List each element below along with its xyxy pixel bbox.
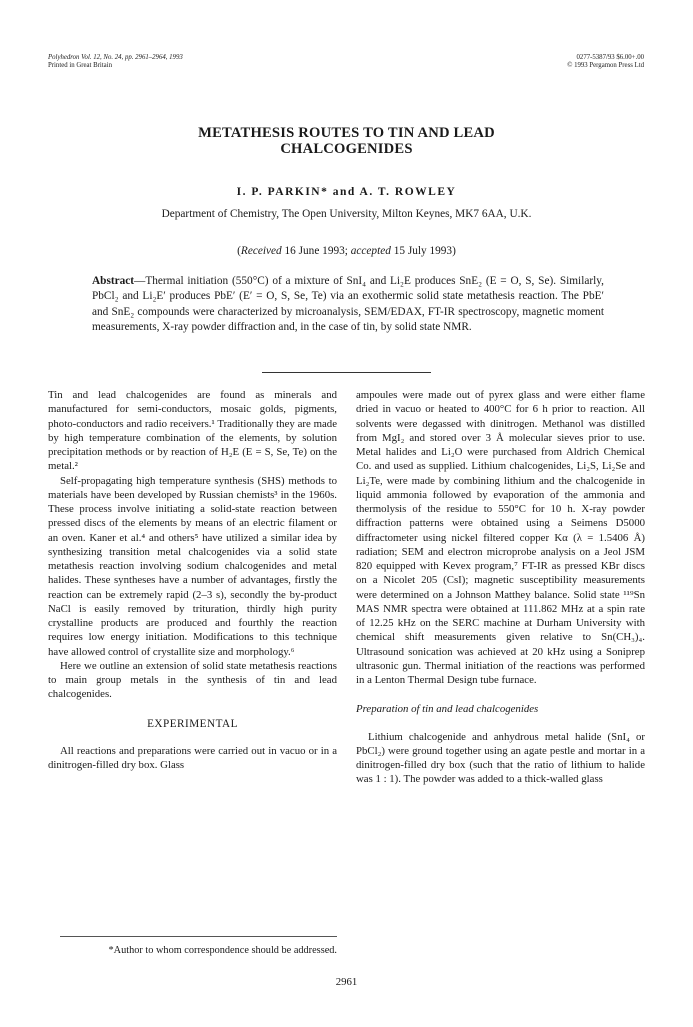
abstract-divider bbox=[262, 372, 431, 373]
accepted-label: accepted bbox=[350, 245, 391, 257]
journal-header-right bbox=[567, 54, 644, 71]
copyright: © 1993 Pergamon Press Ltd bbox=[567, 62, 644, 70]
section-heading-experimental: EXPERIMENTAL bbox=[147, 717, 238, 730]
journal-citation: Polyhedron Vol. 12, No. 24, pp. 2961–2964, 1993 bbox=[48, 54, 183, 61]
subsection-heading-preparation: Preparation of tin and lead chalcogenides bbox=[356, 703, 539, 716]
journal-header-left bbox=[48, 54, 183, 71]
intro-paragraph-3: Here we outline an extension of solid state metathesis reactions to main group metals in the synthesis of tin and lead chalcogenides. bbox=[48, 659, 337, 701]
authors: I. P. PARKIN* and A. T. ROWLEY bbox=[236, 186, 457, 198]
paper-title bbox=[0, 125, 693, 157]
left-column bbox=[48, 388, 337, 772]
intro-paragraph-2: Self-propagating high temperature synthesis (SHS) methods to materials have been developed by Russian chemists³ in the 1960s. These process involve initiating a solid-state reaction between pressed discs of the elements by means of an electric filament or an oven. Kaner et al.⁴ and others⁵ have utilized a similar idea by synthesizing transition metal chalcogenides via a solid state metathesis reaction involving sodium chalcogenides and metal halides. These syntheses have a number of advantages, firstly the reaction can be extremely rapid (2–3 s), secondly the by-product NaCl is easily removed by trituration, thirdly high purity crystalline products are produced and fourthly the reaction requires low energy initiation. Modifications to this technique have allowed control of crystallite size and morphology.⁶ bbox=[48, 474, 337, 658]
page-number: 2961 bbox=[335, 976, 358, 988]
affiliation: Department of Chemistry, The Open University, Milton Keynes, MK7 6AA, U.K. bbox=[161, 208, 532, 220]
abstract-label: Abstract bbox=[92, 275, 135, 287]
received-date: 16 June 1993 bbox=[284, 245, 345, 257]
received-dates: (Received 16 June 1993; accepted 15 July 1993) bbox=[237, 245, 456, 257]
title-line-2: CHALCOGENIDES bbox=[280, 141, 413, 157]
intro-paragraph-1: Tin and lead chalcogenides are found as minerals and manufactured for semi-conductors, mosaic golds, pigments, photo-conductors and radio receivers.¹ Traditionally they are made by high temperature combination of the elements, by solution precipitation methods or by reaction of H₂E (E = S, Se, Te) on the metal.² bbox=[48, 389, 337, 473]
footnote: *Author to whom correspondence should be addressed. bbox=[108, 945, 337, 956]
received-label: Received bbox=[240, 245, 282, 257]
issn-price: 0277-5387/93 $6.00+.00 bbox=[576, 54, 644, 61]
printed-in: Printed in Great Britain bbox=[48, 62, 112, 70]
footnote-divider bbox=[60, 936, 337, 937]
experimental-paragraph-1: All reactions and preparations were carried out in vacuo or in a dinitrogen-filled dry box. Glass bbox=[48, 744, 337, 771]
abstract bbox=[92, 274, 604, 335]
accepted-date: 15 July 1993 bbox=[393, 245, 453, 257]
experimental-paragraph-2: ampoules were made out of pyrex glass and were either flame dried in vacuo or heated to 400°C for 6 h prior to reaction. All solvents were degassed with dinitrogen. Methanol was distilled from MgI₂ and stored over 3 Å molecular sieves prior to use. Metal halides and Li₂O were purchased from Aldrich Chemical Co. and used as supplied. Lithium chalcogenides, Li₂S, Li₂Se and Li₂Te, were made by combining lithium and the chalcogenide in liquid ammonia followed by evaporation of the ammonia and thermolysis of the residue to 550°C for 10 h. X-ray powder diffraction patterns were obtained using a Seimens D5000 diffractometer using nickel filtered copper Kα (λ = 1.5406 Å) radiation; SEM and electron microprobe analysis on a Jeol JSM 820 equipped with Kevex program,⁷ FT-IR as pressed KBr discs on a Nicolet 205 (CsI); magnetic susceptibility measurements were determined on a Johnson Matthey balance. Solid state ¹¹⁹Sn MAS NMR spectra were obtained at 111.862 MHz at a spin rate of 12.25 kHz on the SERC machine at Durham University with chemical shift measurements given relative to Sn(CH₃)₄. Ultrasound sonication was achieved at 20 kHz using a Soniprep ultrasonic gun. Thermal initiation of the reactions was performed in a Lenton Thermal Design tube furnace. bbox=[356, 389, 645, 686]
title-line-1: METATHESIS ROUTES TO TIN AND LEAD bbox=[198, 125, 495, 141]
preparation-paragraph: Lithium chalcogenide and anhydrous metal halide (SnI₄ or PbCl₂) were ground together using an agate pestle and mortar in a dinitrogen-filled dry box (such that the ratio of lithium to halide was 1 : 1). The powder was added to a thick-walled glass bbox=[356, 730, 645, 786]
right-column bbox=[356, 388, 645, 787]
abstract-text: —Thermal initiation (550°C) of a mixture of SnI₄ and Li₂E produces SnE₂ (E = O, S, Se). Similarly, PbCl₂ and Li₂E′ produces PbE′ (E′ = O, S, Se, Te) via an exothermic solid state metathesis reaction. The PbE′ and SnE₂ compounds were characterized by microanalysis, SEM/EDAX, FT-IR spectroscopy, magnetic moment measurements, X-ray powder diffraction and, in the case of tin, by solid state NMR. bbox=[92, 275, 604, 333]
